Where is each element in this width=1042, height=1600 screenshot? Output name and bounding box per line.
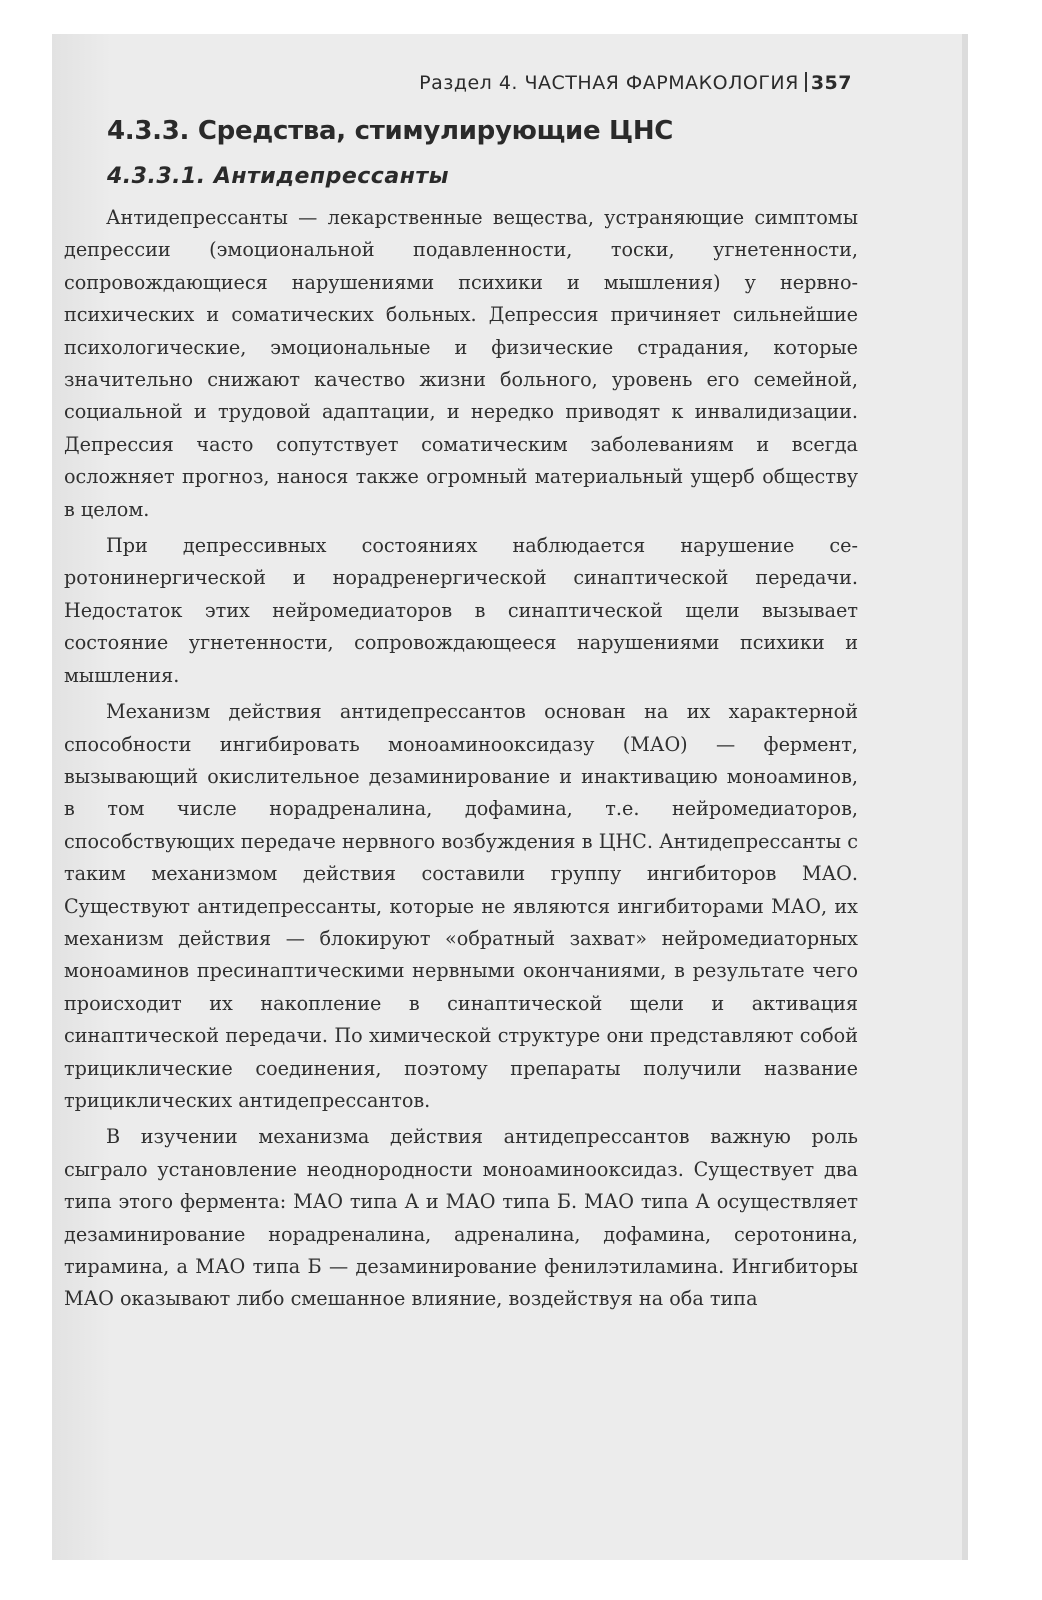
paragraph: В изучении механизма действия антидепрессантов важную роль сыграло установление неоднородности моноаминооксидаз. Существует два типа этого фермента: МАО типа А и МАО типа Б. МАО типа А осуществляет дезаминирование норадреналина, адреналина, дофамина, серотонина, тирамина, а МАО типа Б — дезаминирование фенилэтиламина. Ингибиторы МАО оказывают либо смешанное влияние, воздействуя на оба типа bbox=[64, 1125, 858, 1311]
paragraph: При депрессивных состояниях наблюдается нарушение серотонинергической и норадренергической синаптической передачи. Недостаток этих нейромедиаторов в синаптической щели вызывает состояние угнетенности, сопровождающееся нарушениями психики и мышления. bbox=[64, 534, 858, 687]
book-page bbox=[52, 34, 968, 1560]
body-text bbox=[64, 202, 858, 1320]
header-separator bbox=[805, 72, 807, 92]
page-number: 357 bbox=[810, 72, 852, 94]
subsection-title: 4.3.3.1. Антидепрессанты bbox=[107, 164, 450, 189]
page-edge bbox=[962, 34, 968, 1560]
paragraph: Антидепрессанты — лекарственные вещества, устраняющие симптомы депрессии (эмоциональной подавленности, тоски, угнетенности, сопровождающиеся нарушениями психики и мышления) у нервно-психических и соматических больных. Депрессия причиняет сильнейшие психологические, эмоциональные и физические страдания, которые значительно снижают качество жизни больного, уровень его семейной, социальной и трудовой адаптации, и нередко приводят к инвалидизации. Депрессия часто сопутствует соматическим заболеваниям и всегда осложняет прогноз, нанося также огромный материальный ущерб обществу в целом. bbox=[64, 206, 858, 521]
running-header bbox=[332, 72, 852, 94]
section-title: 4.3.3. Средства, стимулирующие ЦНС bbox=[107, 116, 674, 146]
paragraph: Механизм действия антидепрессантов основан на их характерной способности ингибировать моноаминооксидазу (МАО) — фермент, вызывающий окислительное дезаминирование и инактивацию моноаминов, в том числе норадреналина, дофамина, т.е. нейромедиаторов, способствующих передаче нервного возбуждения в ЦНС. Антидепрессанты с таким механизмом действия составили группу ингибиторов МАО. Существуют антидепрессанты, которые не являются ингибиторами МАО, их механизм действия — блокируют «обратный захват» нейромедиаторных моноаминов пресинаптическими нервными окончаниями, в результате чего происходит их накопление в синаптической щели и активация синаптической передачи. По химической структуре они представляют собой трициклические соединения, поэтому препараты получили название трициклических антидепрессантов. bbox=[64, 700, 858, 1112]
running-header-section: Раздел 4. ЧАСТНАЯ ФАРМАКОЛОГИЯ bbox=[419, 72, 799, 94]
